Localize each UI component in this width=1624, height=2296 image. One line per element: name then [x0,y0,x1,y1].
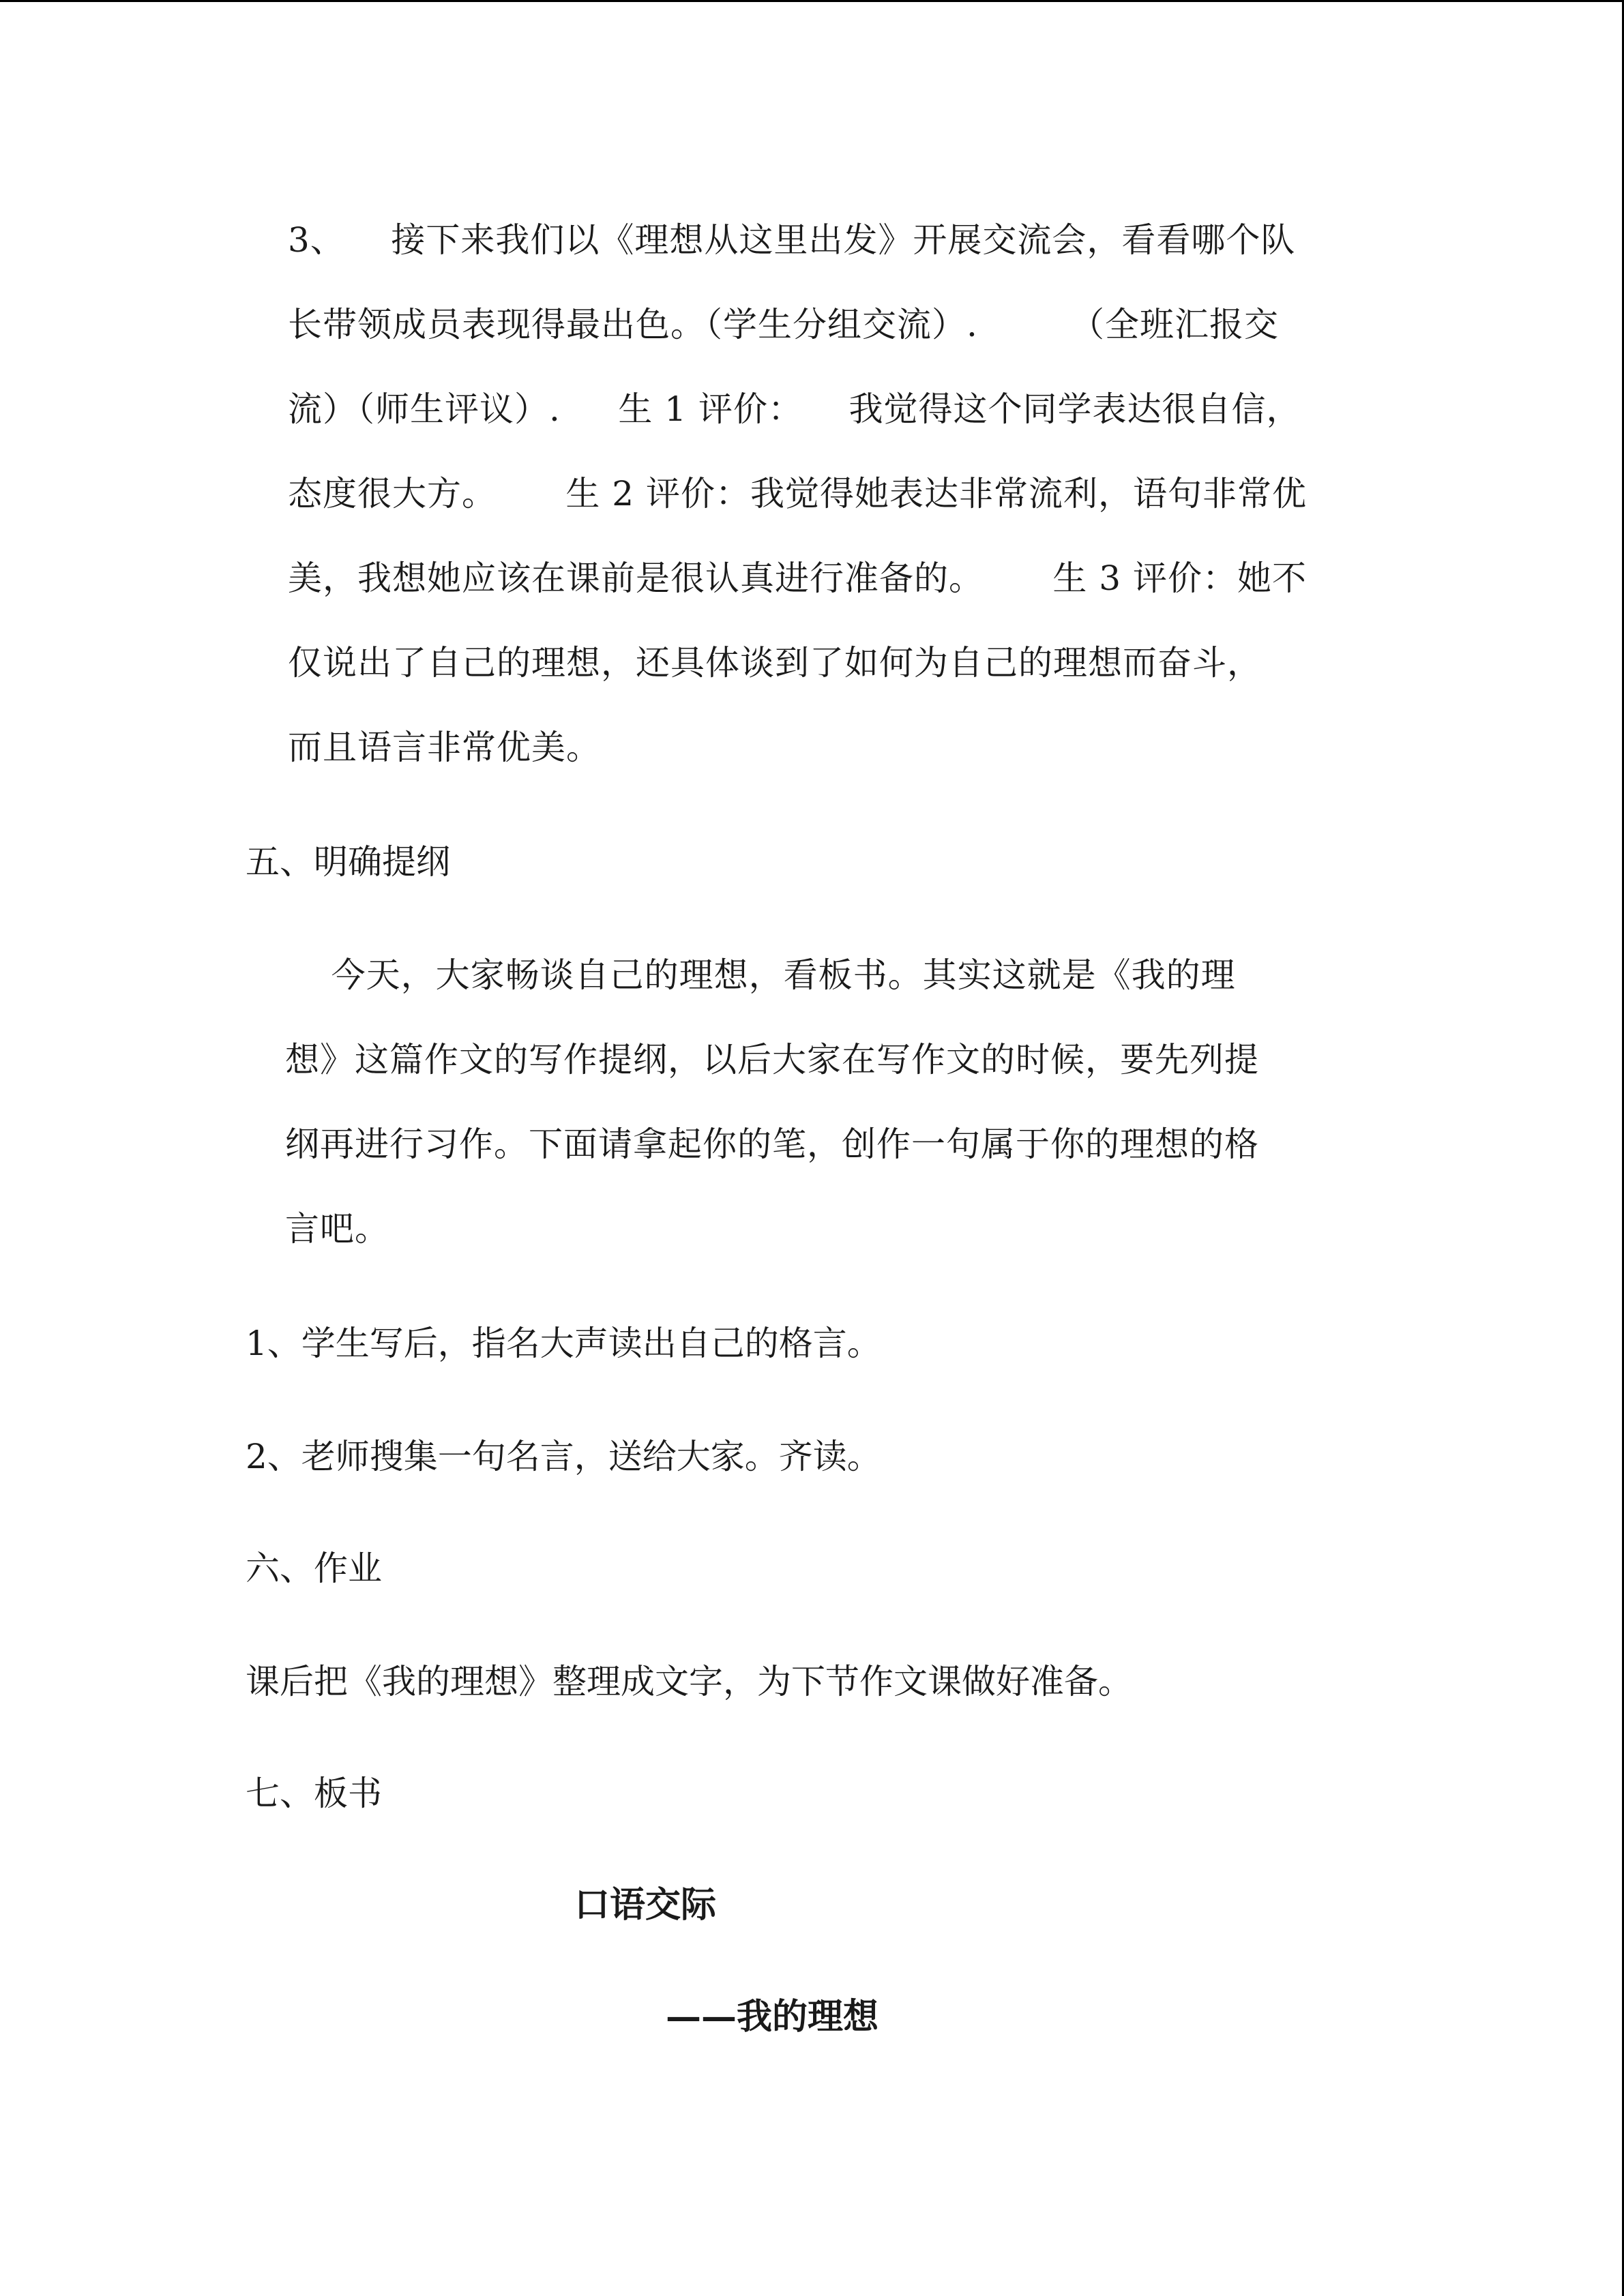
section-3-line-6: 仅说出了自己的理想，还具体谈到了如何为自己的理想而奋斗， [288,643,1262,683]
section-5-item-2: 2、老师搜集一句名言，送给大家。齐读。 [246,1437,881,1476]
section-5-line-1: 今天，大家畅谈自己的理想，看板书。其实这就是《我的理 [285,955,1236,995]
section-5-heading: 五、明确提纲 [246,842,450,882]
section-3-line-7: 而且语言非常优美。 [288,728,601,767]
section-5-line-3: 纲再进行习作。下面请拿起你的笔，创作一句属于你的理想的格 [285,1124,1259,1164]
section-3-line-1: 3、 接下来我们以《理想从这里出发》开展交流会，看看哪个队 [288,220,1296,260]
section-6-text: 课后把《我的理想》整理成文字，为下节作文课做好准备。 [246,1662,1132,1701]
section-3-line-5: 美，我想她应该在课前是很认真进行准备的。 生 3 评价：她不 [288,558,1307,598]
section-6-heading: 六、作业 [246,1549,382,1588]
board-title: 口语交际 [574,1884,717,1926]
section-5-item-1: 1、学生写后，指名大声读出自己的格言。 [246,1324,881,1363]
page-border-top [0,0,1624,2]
section-3-line-3: 流）（师生评议）. 生 1 评价： 我觉得这个同学表达很自信， [288,389,1301,429]
section-3-line-2: 长带领成员表现得最出色。（学生分组交流）. （全班汇报交 [288,305,1280,344]
section-7-heading: 七、板书 [246,1774,382,1813]
section-5-line-4: 言吧。 [285,1209,389,1249]
section-5-line-2: 想》这篇作文的写作提纲，以后大家在写作文的时候，要先列提 [285,1040,1259,1079]
section-3-line-4: 态度很大方。 生 2 评价：我觉得她表达非常流利，语句非常优 [288,474,1307,513]
board-subtitle: ——我的理想 [666,1996,879,2038]
